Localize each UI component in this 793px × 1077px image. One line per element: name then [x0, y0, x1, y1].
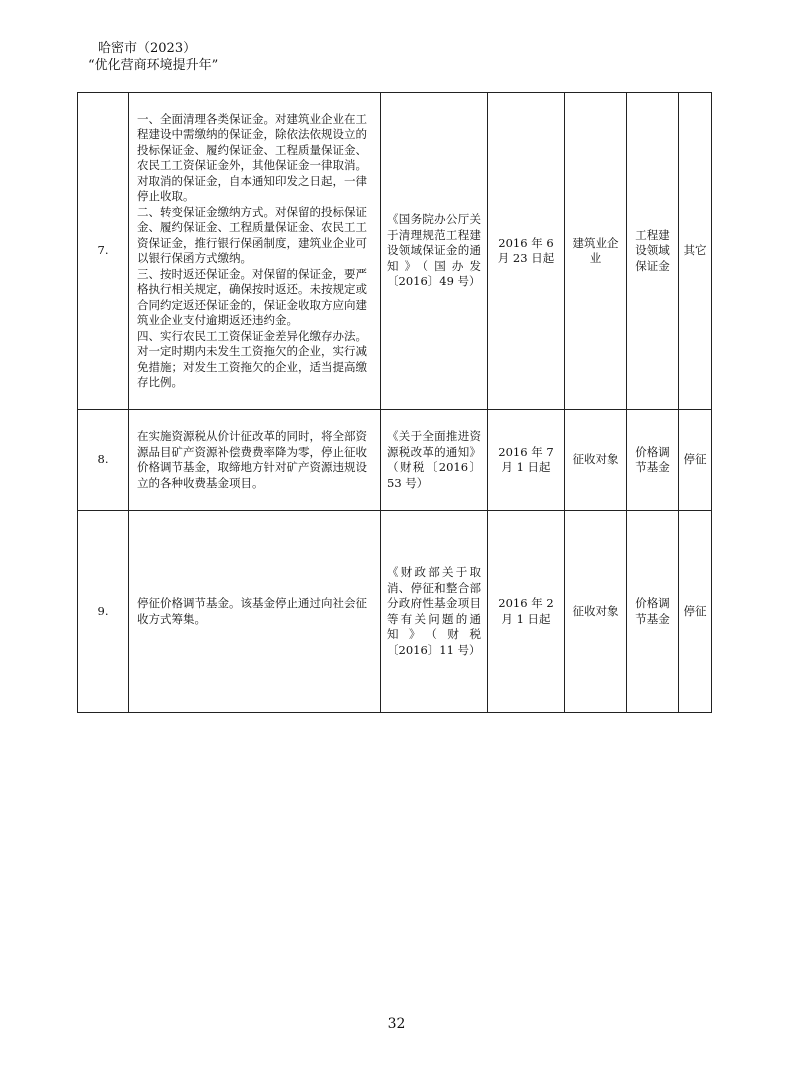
content-paragraph: 二、转变保证金缴纳方式。对保留的投标保证金、履约保证金、工程质量保证金、农民工工资保证金，推行银行保函制度，建筑业企业可以银行保函方式缴纳。 — [137, 204, 367, 265]
page-header — [88, 40, 219, 74]
row-basis: 《国务院办公厅关于清理规范工程建设领域保证金的通知》（国办发〔2016〕49 号） — [381, 93, 488, 410]
row-content — [129, 511, 381, 713]
row-target: 征收对象 — [565, 511, 627, 713]
row-target: 征收对象 — [565, 410, 627, 511]
page-number: 32 — [387, 1016, 406, 1032]
row-basis: 《财政部关于取消、停征和整合部分政府性基金项目等有关问题的通知》（财税〔2016〕11 号） — [381, 511, 488, 713]
row-type: 停征 — [679, 410, 712, 511]
row-number: 9. — [78, 511, 129, 713]
content-paragraph: 在实施资源税从价计征改革的同时，将全部资源品目矿产资源补偿费费率降为零，停止征收价格调节基金，取缔地方针对矿产资源违规设立的各种收费基金项目。 — [137, 429, 367, 490]
row-content — [129, 410, 381, 511]
row-project: 工程建设领域保证金 — [627, 93, 679, 410]
row-number: 8. — [78, 410, 129, 511]
content-paragraph: 停征价格调节基金。该基金停止通过向社会征收方式筹集。 — [137, 596, 367, 626]
row-number: 7. — [78, 93, 129, 410]
content-paragraph: 四、实行农民工工资保证金差异化缴存办法。对一定时期内未发生工资拖欠的企业，实行减免措施；对发生工资拖欠的企业，适当提高缴存比例。 — [137, 328, 367, 389]
content-paragraph: 三、按时返还保证金。对保留的保证金，要严格执行相关规定，确保按时返还。未按规定或合同约定返还保证金的，保证金收取方应向建筑业企业支付逾期返还违约金。 — [137, 266, 367, 327]
row-type: 停征 — [679, 511, 712, 713]
row-content — [129, 93, 381, 410]
policy-table — [77, 92, 712, 713]
row-date: 2016 年 6 月 23 日起 — [488, 93, 565, 410]
table-row — [78, 93, 712, 410]
row-date: 2016 年 7 月 1 日起 — [488, 410, 565, 511]
table-row — [78, 410, 712, 511]
content-paragraph: 一、全面清理各类保证金。对建筑业企业在工程建设中需缴纳的保证金，除依法依规设立的投标保证金、履约保证金、工程质量保证金、农民工工资保证金外，其他保证金一律取消。对取消的保证金，自本通知印发之日起，一律停止收取。 — [137, 111, 367, 203]
row-date: 2016 年 2 月 1 日起 — [488, 511, 565, 713]
row-basis: 《关于全面推进资源税改革的通知》（财税〔2016〕53 号） — [381, 410, 488, 511]
row-project: 价格调节基金 — [627, 410, 679, 511]
header-line-2: “优化营商环境提升年” — [88, 58, 219, 73]
row-project: 价格调节基金 — [627, 511, 679, 713]
row-target: 建筑业企业 — [565, 93, 627, 410]
header-line-1: 哈密市（2023） — [98, 41, 197, 56]
table-row — [78, 511, 712, 713]
row-type: 其它 — [679, 93, 712, 410]
